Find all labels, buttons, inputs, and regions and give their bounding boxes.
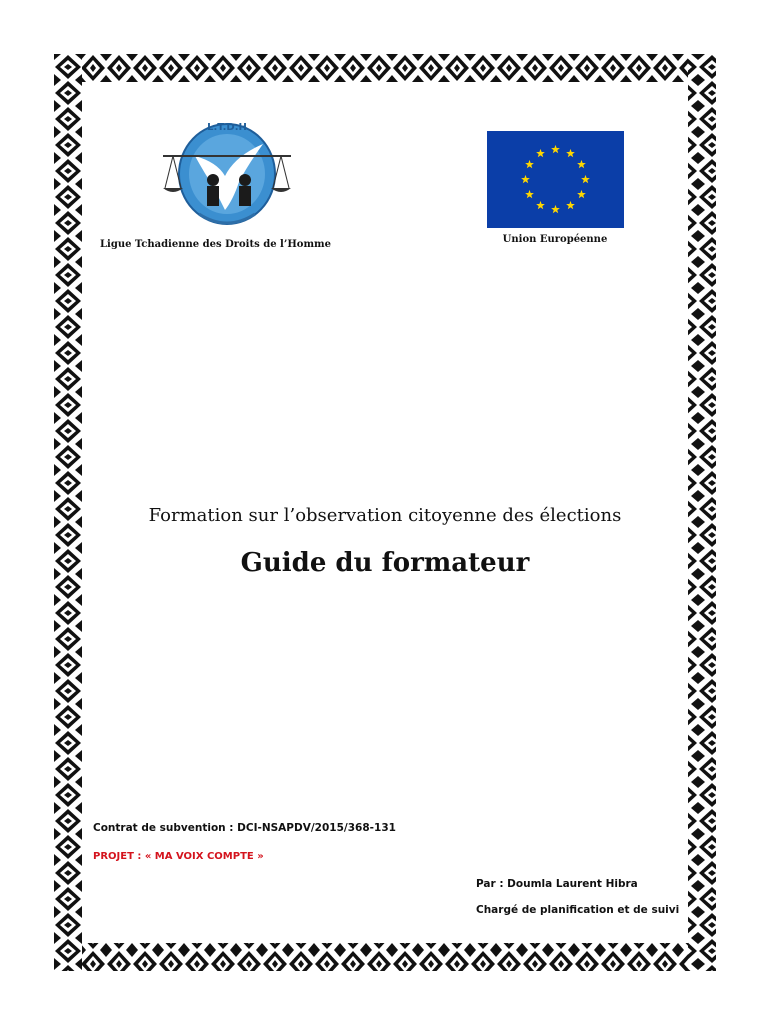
author-role: Chargé de planification et de suivi [476,904,680,916]
eu-flag-icon [487,131,624,228]
ltdh-logo-icon [155,116,300,236]
eu-caption: Union Européenne [502,234,608,245]
document-subtitle: Formation sur l’observation citoyenne des élections [148,505,622,526]
svg-text:L.T.D.H: L.T.D.H [207,122,247,133]
contract-reference: Contrat de subvention : DCI-NSAPDV/2015/368-131 [93,822,396,834]
author-line: Par : Doumla Laurent Hibra [476,878,638,890]
ltdh-caption: Ligue Tchadienne des Droits de l’Homme [100,239,331,250]
project-name: PROJET : « MA VOIX COMPTE » [93,851,264,862]
document-title: Guide du formateur [240,548,530,578]
